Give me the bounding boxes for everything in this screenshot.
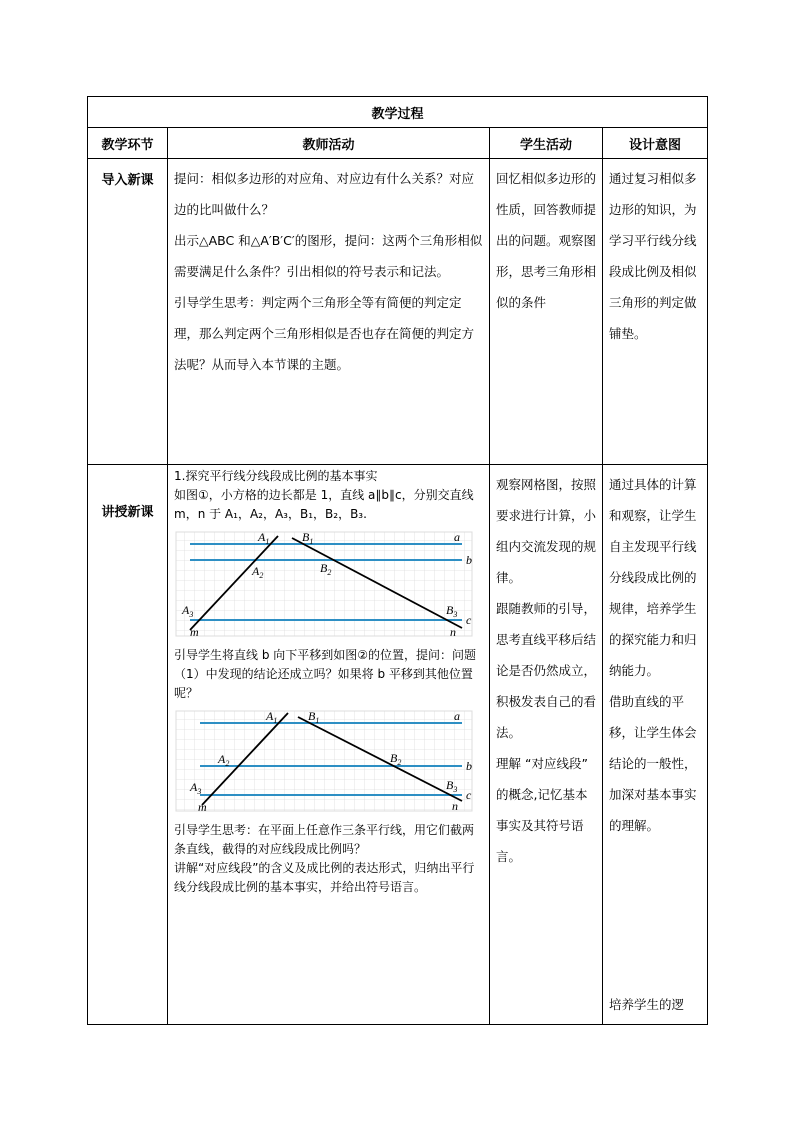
figure-2 (174, 709, 474, 813)
label-A1: $A_1$ (258, 530, 270, 546)
label-A2: $A_2$ (218, 752, 230, 768)
paragraph: 出示△ABC 和△A′B′C′的图形，提问：这两个三角形相似需要满足什么条件？引出相似的符号表示和记法。 (174, 233, 483, 279)
paragraph: 回忆相似多边形的性质，回答教师提出的问题。观察图形，思考三角形相似的条件 (496, 171, 597, 310)
header-student: 学生活动 (490, 128, 603, 159)
header-teacher: 教师活动 (168, 128, 490, 159)
paragraph: 引导学生思考：判定两个三角形全等有简便的判定定理，那么判定两个三角形相似是否也存在简便的判定方法呢？从而导入本节课的主题。 (174, 295, 475, 372)
teacher-cell (168, 159, 490, 465)
student-cell (490, 159, 603, 465)
paragraph: 讲解“对应线段”的含义及成比例的表达形式，归纳出平行线分线段成比例的基本事实，并给出符号语言。 (174, 861, 475, 894)
teaching-process-table (87, 96, 708, 1025)
label-B1: $B_1$ (308, 709, 320, 725)
label-B2: $B_2$ (390, 751, 402, 767)
label-B3: $B_3$ (446, 603, 458, 619)
intent-cell (603, 465, 708, 1025)
label-n: n (450, 625, 456, 638)
label-n: n (452, 799, 458, 813)
intent-cell (603, 159, 708, 465)
paragraph: 理解 “对应线段” 的概念,记忆基本事实及其符号语言。 (496, 756, 588, 864)
header-row (88, 128, 708, 159)
stage-cell: 导入新课 (88, 159, 168, 465)
paragraph: 通过复习相似多边形的知识，为学习平行线分线段成比例及相似三角形的判定做铺垫。 (609, 171, 697, 341)
paragraph: 观察网格图，按照要求进行计算，小组内交流发现的规律。 (496, 477, 597, 585)
label-a: a (454, 530, 460, 544)
student-cell (490, 465, 603, 1025)
figure-1 (174, 530, 474, 638)
paragraph-continued: 培养学生的逻 (609, 997, 685, 1012)
label-m: m (198, 800, 207, 813)
label-B2: $B_2$ (320, 561, 332, 577)
label-m: m (190, 625, 199, 638)
paragraph: 如图①，小方格的边长都是 1，直线 a∥b∥c，分别交直线 m，n 于 A₁，A₂，A₃，B₁，B₂，B₃. (174, 488, 474, 521)
header-stage: 教学环节 (88, 128, 168, 159)
table-row (88, 159, 708, 465)
label-c: c (466, 613, 472, 627)
paragraph: 引导学生思考：在平面上任意作三条平行线，用它们截两条直线，截得的对应线段成比例吗？ (174, 823, 475, 856)
teacher-cell (168, 465, 490, 1025)
table-title: 教学过程 (88, 97, 708, 128)
label-B3: $B_3$ (446, 778, 458, 794)
paragraph: 通过具体的计算和观察，让学生自主发现平行线分线段成比例的规律，培养学生的探究能力和归纳能力。 (609, 477, 697, 678)
label-B1: $B_1$ (302, 530, 314, 546)
label-A2: $A_2$ (252, 564, 264, 580)
paragraph: 跟随教师的引导，思考直线平移后结论是否仍然成立，积极发表自己的看法。 (496, 601, 597, 740)
stage-cell: 讲授新课 (88, 465, 168, 1025)
paragraph: 1.探究平行线分线段成比例的基本事实 (174, 469, 378, 483)
paragraph: 引导学生将直线 b 向下平移到如图②的位置，提问：问题（1）中发现的结论还成立吗？如果将 b 平移到其他位置呢？ (174, 648, 477, 700)
label-a: a (454, 709, 460, 723)
paragraph: 借助直线的平移，让学生体会结论的一般性，加深对基本事实的理解。 (609, 694, 697, 833)
paragraph: 提问：相似多边形的对应角、对应边有什么关系？对应边的比叫做什么？ (174, 171, 475, 217)
label-b: b (466, 759, 472, 773)
label-A3: $A_3$ (190, 780, 202, 796)
label-A1: $A_1$ (266, 709, 278, 725)
label-b: b (466, 553, 472, 567)
header-intent: 设计意图 (603, 128, 708, 159)
label-c: c (466, 788, 472, 802)
table-row (88, 465, 708, 1025)
label-A3: $A_3$ (182, 603, 194, 619)
